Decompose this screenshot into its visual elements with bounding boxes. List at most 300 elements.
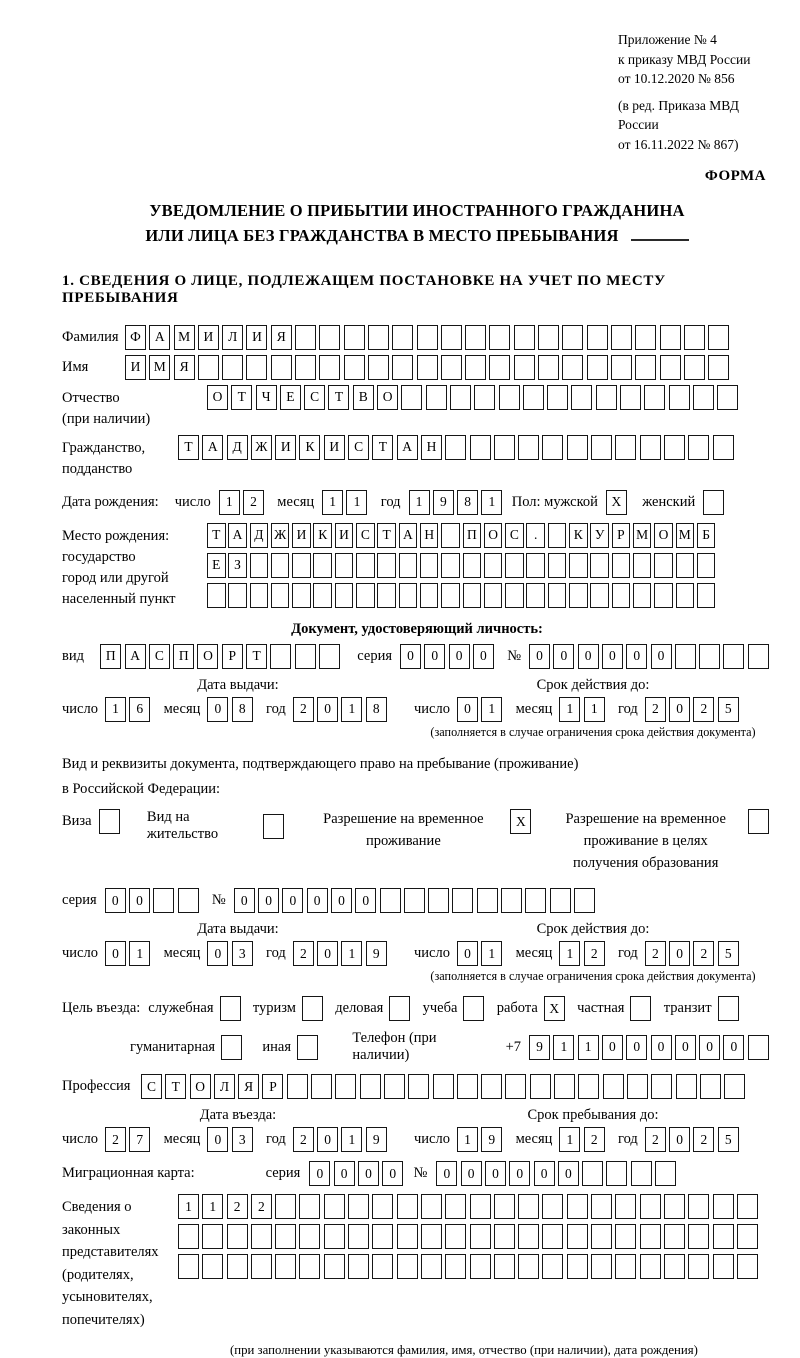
char-box[interactable]: 2 bbox=[584, 1127, 605, 1152]
char-box[interactable] bbox=[748, 809, 769, 834]
char-box[interactable] bbox=[494, 1224, 515, 1249]
char-box[interactable]: М bbox=[149, 355, 170, 380]
char-box[interactable]: 1 bbox=[481, 490, 502, 515]
char-box[interactable] bbox=[420, 553, 439, 578]
char-box[interactable]: 0 bbox=[669, 697, 690, 722]
char-box[interactable]: 2 bbox=[227, 1194, 248, 1219]
char-box[interactable]: 8 bbox=[366, 697, 387, 722]
char-box[interactable]: 0 bbox=[436, 1161, 457, 1186]
char-box[interactable] bbox=[635, 325, 656, 350]
char-box[interactable] bbox=[654, 553, 673, 578]
char-box[interactable] bbox=[723, 644, 744, 669]
char-box[interactable]: 0 bbox=[282, 888, 303, 913]
char-box[interactable] bbox=[417, 325, 438, 350]
char-box[interactable]: К bbox=[313, 523, 332, 548]
char-box[interactable] bbox=[251, 1254, 272, 1279]
char-box[interactable]: 1 bbox=[559, 1127, 580, 1152]
char-box[interactable] bbox=[292, 553, 311, 578]
char-box[interactable] bbox=[292, 583, 311, 608]
char-box[interactable] bbox=[615, 1224, 636, 1249]
char-box[interactable] bbox=[562, 355, 583, 380]
char-box[interactable] bbox=[153, 888, 174, 913]
char-box[interactable] bbox=[302, 996, 323, 1021]
char-box[interactable] bbox=[526, 583, 545, 608]
char-box[interactable]: 0 bbox=[669, 1127, 690, 1152]
char-box[interactable] bbox=[389, 996, 410, 1021]
char-box[interactable] bbox=[428, 888, 449, 913]
char-box[interactable] bbox=[501, 888, 522, 913]
char-box[interactable] bbox=[582, 1161, 603, 1186]
char-box[interactable] bbox=[299, 1194, 320, 1219]
char-box[interactable]: X bbox=[510, 809, 531, 834]
char-box[interactable]: 0 bbox=[358, 1161, 379, 1186]
char-box[interactable] bbox=[494, 1194, 515, 1219]
char-box[interactable]: Н bbox=[421, 435, 442, 460]
char-box[interactable] bbox=[457, 1074, 478, 1099]
char-box[interactable] bbox=[630, 996, 651, 1021]
char-box[interactable]: . bbox=[526, 523, 545, 548]
char-box[interactable] bbox=[664, 435, 685, 460]
char-box[interactable]: Л bbox=[222, 325, 243, 350]
char-box[interactable] bbox=[377, 583, 396, 608]
char-box[interactable] bbox=[590, 583, 609, 608]
char-box[interactable] bbox=[295, 325, 316, 350]
char-box[interactable] bbox=[319, 644, 340, 669]
char-box[interactable]: 5 bbox=[718, 1127, 739, 1152]
char-box[interactable] bbox=[640, 1194, 661, 1219]
char-box[interactable] bbox=[360, 1074, 381, 1099]
char-box[interactable] bbox=[450, 385, 471, 410]
char-box[interactable] bbox=[271, 583, 290, 608]
char-box[interactable] bbox=[640, 1224, 661, 1249]
char-box[interactable] bbox=[227, 1224, 248, 1249]
char-box[interactable] bbox=[313, 583, 332, 608]
char-box[interactable] bbox=[441, 325, 462, 350]
char-box[interactable] bbox=[463, 583, 482, 608]
char-box[interactable] bbox=[703, 490, 724, 515]
char-box[interactable] bbox=[569, 553, 588, 578]
char-box[interactable] bbox=[606, 1161, 627, 1186]
char-box[interactable] bbox=[368, 355, 389, 380]
char-box[interactable]: Е bbox=[280, 385, 301, 410]
char-box[interactable]: 1 bbox=[553, 1035, 574, 1060]
char-box[interactable]: 1 bbox=[578, 1035, 599, 1060]
char-box[interactable]: Л bbox=[214, 1074, 235, 1099]
char-box[interactable] bbox=[688, 1194, 709, 1219]
char-box[interactable] bbox=[603, 1074, 624, 1099]
char-box[interactable]: 0 bbox=[457, 697, 478, 722]
char-box[interactable] bbox=[591, 1254, 612, 1279]
char-box[interactable] bbox=[697, 583, 716, 608]
char-box[interactable]: Т bbox=[372, 435, 393, 460]
char-box[interactable] bbox=[548, 553, 567, 578]
char-box[interactable]: 0 bbox=[105, 941, 126, 966]
char-box[interactable]: 0 bbox=[457, 941, 478, 966]
char-box[interactable] bbox=[465, 325, 486, 350]
char-box[interactable]: 0 bbox=[509, 1161, 530, 1186]
char-box[interactable] bbox=[567, 435, 588, 460]
char-box[interactable] bbox=[441, 553, 460, 578]
char-box[interactable] bbox=[567, 1194, 588, 1219]
char-box[interactable]: 0 bbox=[105, 888, 126, 913]
char-box[interactable] bbox=[481, 1074, 502, 1099]
char-box[interactable] bbox=[227, 1254, 248, 1279]
char-box[interactable] bbox=[664, 1194, 685, 1219]
char-box[interactable]: 9 bbox=[366, 1127, 387, 1152]
char-box[interactable] bbox=[567, 1224, 588, 1249]
char-box[interactable] bbox=[470, 1224, 491, 1249]
char-box[interactable] bbox=[275, 1224, 296, 1249]
char-box[interactable] bbox=[295, 644, 316, 669]
char-box[interactable] bbox=[399, 583, 418, 608]
char-box[interactable]: 0 bbox=[307, 888, 328, 913]
char-box[interactable] bbox=[518, 1224, 539, 1249]
char-box[interactable]: 0 bbox=[602, 1035, 623, 1060]
char-box[interactable] bbox=[275, 1254, 296, 1279]
char-box[interactable]: З bbox=[228, 553, 247, 578]
char-box[interactable] bbox=[494, 1254, 515, 1279]
char-box[interactable]: 2 bbox=[693, 941, 714, 966]
char-box[interactable] bbox=[250, 583, 269, 608]
char-box[interactable] bbox=[271, 553, 290, 578]
char-box[interactable] bbox=[499, 385, 520, 410]
char-box[interactable]: Б bbox=[697, 523, 716, 548]
char-box[interactable]: 0 bbox=[626, 644, 647, 669]
char-box[interactable] bbox=[470, 435, 491, 460]
char-box[interactable] bbox=[684, 325, 705, 350]
char-box[interactable] bbox=[688, 1254, 709, 1279]
char-box[interactable]: И bbox=[246, 325, 267, 350]
char-box[interactable] bbox=[542, 1194, 563, 1219]
char-box[interactable] bbox=[514, 355, 535, 380]
char-box[interactable] bbox=[372, 1254, 393, 1279]
char-box[interactable]: Т bbox=[178, 435, 199, 460]
char-box[interactable]: С bbox=[348, 435, 369, 460]
char-box[interactable] bbox=[737, 1254, 758, 1279]
char-box[interactable] bbox=[518, 1194, 539, 1219]
char-box[interactable] bbox=[275, 1194, 296, 1219]
char-box[interactable]: 2 bbox=[105, 1127, 126, 1152]
char-box[interactable] bbox=[554, 1074, 575, 1099]
char-box[interactable] bbox=[433, 1074, 454, 1099]
char-box[interactable]: 0 bbox=[207, 941, 228, 966]
char-box[interactable]: 0 bbox=[529, 644, 550, 669]
char-box[interactable]: Н bbox=[420, 523, 439, 548]
char-box[interactable] bbox=[377, 553, 396, 578]
char-box[interactable] bbox=[620, 385, 641, 410]
char-box[interactable]: 1 bbox=[219, 490, 240, 515]
char-box[interactable] bbox=[335, 553, 354, 578]
char-box[interactable] bbox=[748, 644, 769, 669]
char-box[interactable] bbox=[445, 1224, 466, 1249]
char-box[interactable]: С bbox=[304, 385, 325, 410]
char-box[interactable]: Ж bbox=[251, 435, 272, 460]
char-box[interactable]: 1 bbox=[322, 490, 343, 515]
char-box[interactable]: А bbox=[399, 523, 418, 548]
char-box[interactable] bbox=[676, 553, 695, 578]
char-box[interactable] bbox=[542, 1224, 563, 1249]
char-box[interactable] bbox=[591, 435, 612, 460]
char-box[interactable]: 1 bbox=[559, 941, 580, 966]
char-box[interactable] bbox=[441, 583, 460, 608]
char-box[interactable]: О bbox=[207, 385, 228, 410]
char-box[interactable]: 2 bbox=[293, 1127, 314, 1152]
char-box[interactable] bbox=[251, 1224, 272, 1249]
char-box[interactable] bbox=[335, 1074, 356, 1099]
char-box[interactable] bbox=[421, 1224, 442, 1249]
char-box[interactable]: 1 bbox=[584, 697, 605, 722]
char-box[interactable]: 2 bbox=[293, 941, 314, 966]
char-box[interactable] bbox=[417, 355, 438, 380]
char-box[interactable]: П bbox=[463, 523, 482, 548]
char-box[interactable]: Р bbox=[612, 523, 631, 548]
char-box[interactable] bbox=[178, 888, 199, 913]
char-box[interactable]: 1 bbox=[341, 697, 362, 722]
char-box[interactable]: В bbox=[353, 385, 374, 410]
char-box[interactable] bbox=[615, 1254, 636, 1279]
char-box[interactable]: 0 bbox=[317, 697, 338, 722]
char-box[interactable]: Ч bbox=[256, 385, 277, 410]
char-box[interactable]: М bbox=[174, 325, 195, 350]
char-box[interactable] bbox=[523, 385, 544, 410]
char-box[interactable] bbox=[441, 523, 460, 548]
char-box[interactable] bbox=[675, 644, 696, 669]
char-box[interactable] bbox=[348, 1224, 369, 1249]
char-box[interactable]: 2 bbox=[293, 697, 314, 722]
char-box[interactable] bbox=[372, 1224, 393, 1249]
char-box[interactable] bbox=[445, 435, 466, 460]
char-box[interactable] bbox=[713, 1254, 734, 1279]
char-box[interactable]: Я bbox=[174, 355, 195, 380]
char-box[interactable] bbox=[505, 583, 524, 608]
char-box[interactable]: 1 bbox=[346, 490, 367, 515]
char-box[interactable] bbox=[324, 1254, 345, 1279]
char-box[interactable]: 2 bbox=[251, 1194, 272, 1219]
char-box[interactable]: А bbox=[149, 325, 170, 350]
char-box[interactable] bbox=[615, 1194, 636, 1219]
char-box[interactable]: 1 bbox=[457, 1127, 478, 1152]
char-box[interactable] bbox=[660, 355, 681, 380]
char-box[interactable]: 1 bbox=[202, 1194, 223, 1219]
char-box[interactable]: И bbox=[198, 325, 219, 350]
char-box[interactable]: Д bbox=[250, 523, 269, 548]
char-box[interactable]: С bbox=[356, 523, 375, 548]
char-box[interactable] bbox=[654, 583, 673, 608]
char-box[interactable]: 1 bbox=[481, 941, 502, 966]
char-box[interactable] bbox=[220, 996, 241, 1021]
char-box[interactable] bbox=[489, 325, 510, 350]
char-box[interactable]: Т bbox=[165, 1074, 186, 1099]
char-box[interactable]: 9 bbox=[433, 490, 454, 515]
char-box[interactable]: 0 bbox=[669, 941, 690, 966]
char-box[interactable] bbox=[708, 325, 729, 350]
char-box[interactable]: Е bbox=[207, 553, 226, 578]
char-box[interactable]: У bbox=[590, 523, 609, 548]
char-box[interactable] bbox=[562, 325, 583, 350]
char-box[interactable] bbox=[688, 435, 709, 460]
char-box[interactable] bbox=[542, 1254, 563, 1279]
char-box[interactable] bbox=[202, 1224, 223, 1249]
char-box[interactable]: 8 bbox=[232, 697, 253, 722]
char-box[interactable] bbox=[713, 1224, 734, 1249]
char-box[interactable]: 0 bbox=[473, 644, 494, 669]
char-box[interactable] bbox=[198, 355, 219, 380]
char-box[interactable]: 0 bbox=[651, 1035, 672, 1060]
char-box[interactable] bbox=[505, 1074, 526, 1099]
char-box[interactable] bbox=[591, 1224, 612, 1249]
char-box[interactable] bbox=[550, 888, 571, 913]
char-box[interactable] bbox=[344, 355, 365, 380]
char-box[interactable] bbox=[401, 385, 422, 410]
char-box[interactable]: 0 bbox=[334, 1161, 355, 1186]
char-box[interactable] bbox=[688, 1224, 709, 1249]
char-box[interactable]: 3 bbox=[232, 941, 253, 966]
char-box[interactable] bbox=[494, 435, 515, 460]
char-box[interactable] bbox=[178, 1254, 199, 1279]
char-box[interactable] bbox=[397, 1194, 418, 1219]
char-box[interactable] bbox=[228, 583, 247, 608]
char-box[interactable] bbox=[640, 435, 661, 460]
char-box[interactable]: И bbox=[292, 523, 311, 548]
char-box[interactable]: 9 bbox=[529, 1035, 550, 1060]
char-box[interactable]: 0 bbox=[602, 644, 623, 669]
char-box[interactable]: 0 bbox=[207, 1127, 228, 1152]
char-box[interactable] bbox=[525, 888, 546, 913]
char-box[interactable]: 0 bbox=[626, 1035, 647, 1060]
char-box[interactable] bbox=[591, 1194, 612, 1219]
char-box[interactable]: М bbox=[633, 523, 652, 548]
char-box[interactable] bbox=[676, 583, 695, 608]
char-box[interactable] bbox=[538, 355, 559, 380]
char-box[interactable] bbox=[344, 325, 365, 350]
char-box[interactable]: 0 bbox=[400, 644, 421, 669]
char-box[interactable] bbox=[270, 644, 291, 669]
char-box[interactable] bbox=[627, 1074, 648, 1099]
char-box[interactable] bbox=[299, 1224, 320, 1249]
char-box[interactable] bbox=[633, 583, 652, 608]
char-box[interactable]: Т bbox=[377, 523, 396, 548]
char-box[interactable] bbox=[463, 996, 484, 1021]
char-box[interactable]: 0 bbox=[461, 1161, 482, 1186]
char-box[interactable]: К bbox=[299, 435, 320, 460]
char-box[interactable]: Ф bbox=[125, 325, 146, 350]
char-box[interactable]: 0 bbox=[553, 644, 574, 669]
char-box[interactable]: 1 bbox=[409, 490, 430, 515]
char-box[interactable] bbox=[384, 1074, 405, 1099]
char-box[interactable]: М bbox=[676, 523, 695, 548]
char-box[interactable]: 0 bbox=[651, 644, 672, 669]
char-box[interactable] bbox=[596, 385, 617, 410]
char-box[interactable]: К bbox=[569, 523, 588, 548]
char-box[interactable] bbox=[99, 809, 120, 834]
char-box[interactable]: Р bbox=[222, 644, 243, 669]
char-box[interactable]: 0 bbox=[578, 644, 599, 669]
char-box[interactable] bbox=[567, 1254, 588, 1279]
char-box[interactable] bbox=[664, 1224, 685, 1249]
char-box[interactable]: 1 bbox=[481, 697, 502, 722]
char-box[interactable] bbox=[590, 553, 609, 578]
char-box[interactable] bbox=[578, 1074, 599, 1099]
char-box[interactable] bbox=[489, 355, 510, 380]
char-box[interactable] bbox=[644, 385, 665, 410]
char-box[interactable] bbox=[737, 1194, 758, 1219]
char-box[interactable] bbox=[397, 1224, 418, 1249]
char-box[interactable]: А bbox=[125, 644, 146, 669]
char-box[interactable]: 2 bbox=[584, 941, 605, 966]
char-box[interactable] bbox=[313, 553, 332, 578]
char-box[interactable] bbox=[518, 1254, 539, 1279]
char-box[interactable]: 8 bbox=[457, 490, 478, 515]
char-box[interactable]: Т bbox=[231, 385, 252, 410]
char-box[interactable] bbox=[748, 1035, 769, 1060]
char-box[interactable] bbox=[421, 1254, 442, 1279]
char-box[interactable]: 3 bbox=[232, 1127, 253, 1152]
char-box[interactable] bbox=[477, 888, 498, 913]
char-box[interactable] bbox=[660, 325, 681, 350]
char-box[interactable] bbox=[571, 385, 592, 410]
char-box[interactable] bbox=[207, 583, 226, 608]
char-box[interactable] bbox=[633, 553, 652, 578]
char-box[interactable] bbox=[611, 355, 632, 380]
char-box[interactable]: И bbox=[275, 435, 296, 460]
char-box[interactable] bbox=[445, 1194, 466, 1219]
char-box[interactable]: 0 bbox=[207, 697, 228, 722]
char-box[interactable]: 0 bbox=[355, 888, 376, 913]
char-box[interactable] bbox=[699, 644, 720, 669]
char-box[interactable] bbox=[615, 435, 636, 460]
char-box[interactable] bbox=[548, 583, 567, 608]
char-box[interactable] bbox=[250, 553, 269, 578]
char-box[interactable] bbox=[426, 385, 447, 410]
char-box[interactable] bbox=[574, 888, 595, 913]
char-box[interactable]: П bbox=[173, 644, 194, 669]
char-box[interactable]: Я bbox=[238, 1074, 259, 1099]
char-box[interactable]: 5 bbox=[718, 697, 739, 722]
char-box[interactable] bbox=[713, 435, 734, 460]
char-box[interactable] bbox=[676, 1074, 697, 1099]
char-box[interactable] bbox=[348, 1254, 369, 1279]
char-box[interactable] bbox=[470, 1194, 491, 1219]
char-box[interactable]: А bbox=[202, 435, 223, 460]
char-box[interactable]: И bbox=[324, 435, 345, 460]
char-box[interactable]: 0 bbox=[258, 888, 279, 913]
char-box[interactable]: 0 bbox=[699, 1035, 720, 1060]
char-box[interactable]: Д bbox=[227, 435, 248, 460]
char-box[interactable] bbox=[717, 385, 738, 410]
char-box[interactable]: 6 bbox=[129, 697, 150, 722]
char-box[interactable] bbox=[222, 355, 243, 380]
char-box[interactable] bbox=[526, 553, 545, 578]
char-box[interactable] bbox=[542, 435, 563, 460]
char-box[interactable] bbox=[392, 355, 413, 380]
char-box[interactable] bbox=[319, 355, 340, 380]
char-box[interactable]: X bbox=[606, 490, 627, 515]
char-box[interactable] bbox=[420, 583, 439, 608]
char-box[interactable] bbox=[372, 1194, 393, 1219]
char-box[interactable]: 2 bbox=[243, 490, 264, 515]
char-box[interactable] bbox=[297, 1035, 318, 1060]
char-box[interactable]: 9 bbox=[366, 941, 387, 966]
char-box[interactable] bbox=[724, 1074, 745, 1099]
char-box[interactable]: 0 bbox=[675, 1035, 696, 1060]
char-box[interactable]: 0 bbox=[382, 1161, 403, 1186]
char-box[interactable] bbox=[397, 1254, 418, 1279]
char-box[interactable] bbox=[380, 888, 401, 913]
char-box[interactable]: О bbox=[197, 644, 218, 669]
char-box[interactable] bbox=[548, 523, 567, 548]
char-box[interactable] bbox=[514, 325, 535, 350]
char-box[interactable]: 0 bbox=[317, 1127, 338, 1152]
